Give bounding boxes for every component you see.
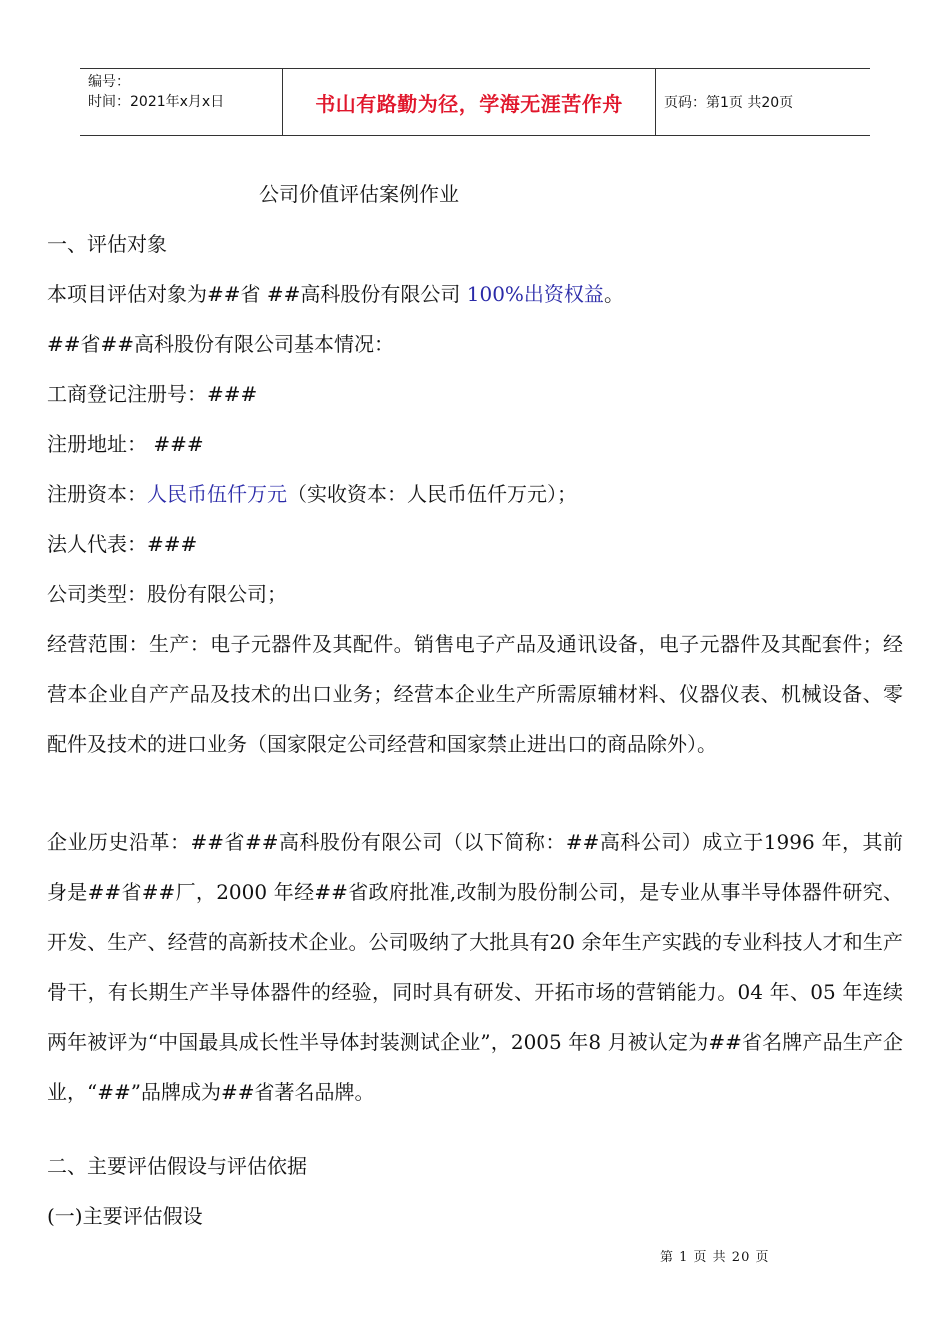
page-header xyxy=(80,68,870,136)
business-scope-paragraph: 经营范围：生产：电子元器件及其配件。销售电子产品及通讯设备，电子元器件及其配套件；经营本企业自产产品及技术的出口业务；经营本企业生产所需原辅材料、仪器仪表、机械设备、零配件及技术的进口业务（国家限定公司经营和国家禁止进出口的商品除外）。 xyxy=(47,632,903,756)
registered-capital-note: （实收资本：人民币伍仟万元）； xyxy=(287,482,577,506)
evaluation-object-highlight: 100%出资权益 xyxy=(466,282,604,306)
evaluation-object-line xyxy=(47,280,624,308)
header-motto: 书山有路勤为径，学海无涯苦作舟 xyxy=(282,69,656,135)
section-heading: 二、主要评估假设与评估依据 xyxy=(47,1154,307,1178)
page-footer: 第 1 页 共 20 页 xyxy=(660,1250,770,1265)
subsection-heading: (一)主要评估假设 xyxy=(47,1204,203,1228)
section-heading: 一、评估对象 xyxy=(47,232,167,256)
evaluation-object-prefix: 本项目评估对象为##省 ##高科股份有限公司 xyxy=(47,282,467,306)
registered-capital-value: 人民币伍仟万元 xyxy=(147,482,287,506)
company-history-paragraph: 企业历史沿革：##省##高科股份有限公司（以下简称：##高科公司）成立于1996 年，其前身是##省##厂，2000 年经##省政府批准,改制为股份制公司，是专业从事半导体器件研究、开发、生产、经营的高新技术企业。公司吸纳了大批具有20 余年生产实践的专业科技人才和生产骨干，有长期生产半导体器件的经验，同时具有研发、开拓市场的营销能力。04 年、05 年连续两年被评为“中国最具成长性半导体封装测试企业”，2005 年8 月被认定为##省名牌产品生产企业，“##”品牌成为##省著名品牌。 xyxy=(47,830,903,1104)
document-title: 公司价值评估案例作业 xyxy=(259,182,459,206)
document-date: 时间：2021年x月x日 xyxy=(88,94,225,110)
registered-capital-label: 注册资本： xyxy=(47,482,147,506)
company-type: 公司类型：股份有限公司； xyxy=(47,582,287,606)
header-meta xyxy=(80,69,282,135)
registration-number: 工商登记注册号：### xyxy=(47,382,258,406)
document-number-label: 编号： xyxy=(88,74,130,90)
header-page-info: 页码：第1页 共20页 xyxy=(664,95,794,111)
legal-representative: 法人代表：### xyxy=(47,532,198,556)
registered-address: 注册地址： ### xyxy=(47,432,204,456)
evaluation-object-suffix: 。 xyxy=(603,282,624,306)
registered-capital-line xyxy=(47,480,577,508)
basic-info-heading: ##省##高科股份有限公司基本情况： xyxy=(47,332,395,356)
